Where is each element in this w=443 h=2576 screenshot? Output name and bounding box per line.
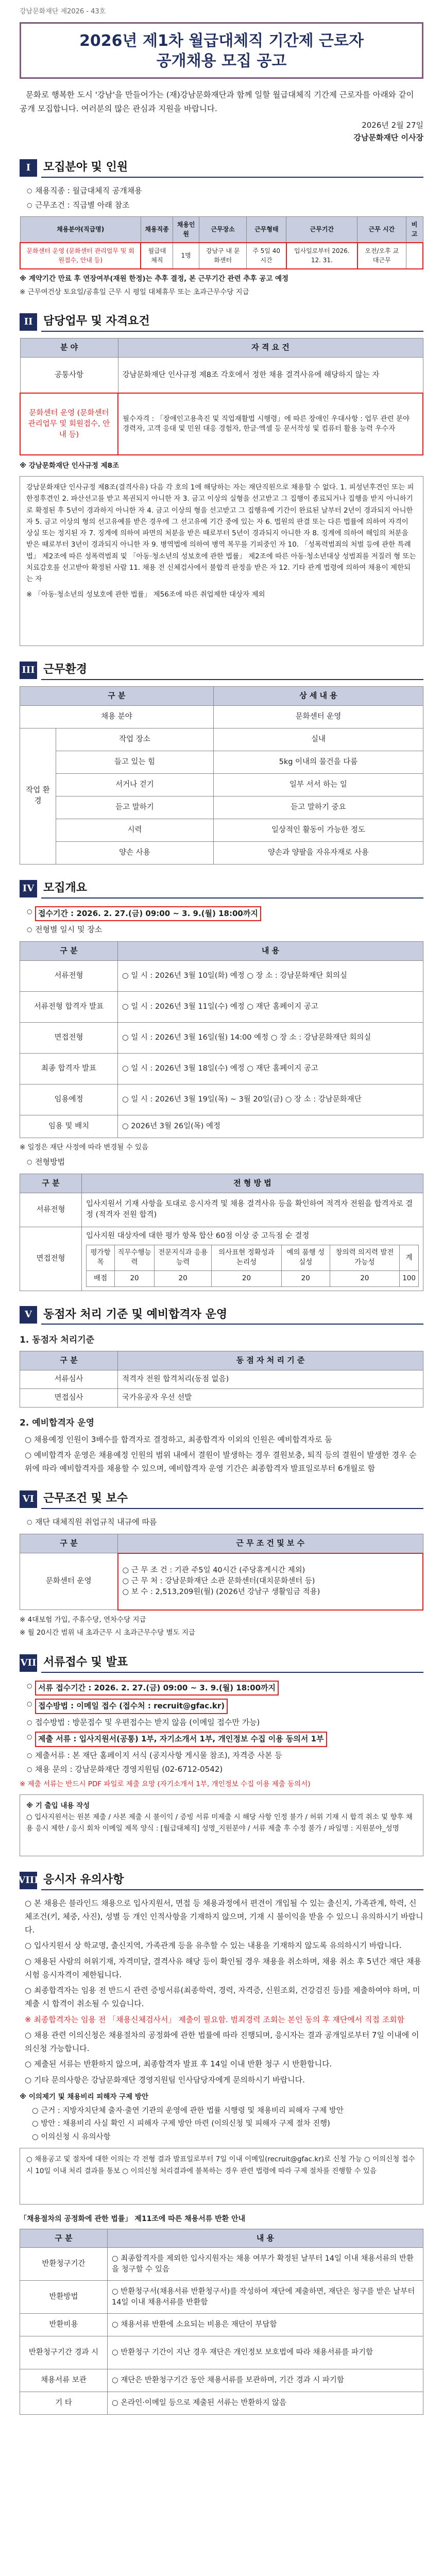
table-cell: ○ 온라인·이메일 등으로 제출된 서류는 반환하지 않음: [108, 2392, 423, 2415]
note: ※ 이의제기 및 채용비리 피해자 구제 방안: [20, 2092, 148, 2101]
bullet: ○ 방안 : 채용비리 사실 확인 시 피해자 구제 방안 마련 (이의신청 및 피해자 구제 절차 진행): [32, 2120, 330, 2128]
submit-docs: 제출 서류 : 입사지원서(공통) 1부, 자기소개서 1부, 개인정보 수집 이용 동의서 1부: [35, 1732, 327, 1747]
table-cell: 들고 있는 힘: [56, 751, 214, 773]
table-cell: ○ 재단은 반환청구기간 동안 채용서류를 보관하며, 기간 경과 시 파기함: [108, 2369, 423, 2392]
paragraph: ○ 본 채용은 블라인드 채용으로 입사지원서, 면접 등 채용과정에서 편견이 개입될 수 있는 출신지, 가족관계, 학력, 신체조건(키, 체중, 사진), 성별 등 개인 인적사항을 기재하지 않으며, 기재 시 불이익을 받을 수 있으니 유의하시기 바랍니다.: [25, 1898, 423, 1935]
score-header: 의사표현 정확성과 논리성: [212, 1245, 281, 1270]
table-cell: 월급대체직: [141, 243, 173, 269]
section-number: VI: [20, 1490, 37, 1508]
intro-text: 문화로 행복한 도시 '강남'을 만들어가는 (재)강남문화재단과 함께 일할 월급대체직 기간제 근로자를 아래와 같이 공개 모집합니다. 여러분의 많은 관심과 지원을 바랍니다.: [20, 90, 414, 113]
paragraph: ○ 입사지원서 상 학교명, 출신지역, 가족관계 등을 유추할 수 있는 내용을 기재하지 않도록 유의하시기 바랍니다.: [25, 1941, 402, 1951]
list-item: [27, 1679, 423, 1698]
score-cell: 20: [115, 1270, 155, 1286]
section-title: 모집개요: [41, 879, 423, 899]
table-header: 구 분: [20, 1534, 118, 1553]
table-cell: [82, 1227, 423, 1291]
list-item: ○ 전형별 일시 및 장소: [27, 923, 423, 937]
table-header: 동 점 자 처 리 기 준: [118, 1351, 423, 1370]
section-4-list: [27, 905, 423, 938]
table-cell: 오전/오후 교대근무: [357, 243, 406, 269]
recruit-table: [20, 216, 423, 269]
apply-period: 서류 접수기간 : 2026. 2. 27.(금) 09:00 ~ 3. 9.(월) 18:00까지: [35, 1681, 279, 1696]
score-header: 직무수행능력: [115, 1245, 155, 1270]
subheading: 2. 예비합격자 운영: [20, 1417, 95, 1428]
paragraph: ○ 채용 관련 이의신청은 채용절차의 공정화에 관한 법률에 따라 진행되며, 응시자는 결과 공개일로부터 7일 이내에 이의신청 가능합니다.: [25, 2030, 419, 2054]
table-header: 전 형 방 법: [82, 1174, 423, 1193]
table-cell: 입사지원서 기재 사항을 토대로 응시자격 및 채용 결격사유 등을 확인하여 적격자 전원을 합격자로 결정 (적격자 전원 합격): [82, 1193, 423, 1227]
score-header: 예의 품행 성실성: [281, 1245, 330, 1270]
table-header: 근무장소: [199, 217, 247, 243]
table-cell: 실내: [213, 728, 423, 751]
list-item: ○ 채용 문의 : 강남문화재단 경영지원팀 (02-6712-0542): [27, 1762, 423, 1777]
section-3-header: [20, 660, 423, 680]
table-cell: 면접전형: [20, 1227, 82, 1291]
table-cell: 시력: [56, 819, 214, 841]
table-cell: 면접심사: [20, 1388, 118, 1407]
table-cell: ○ 채용서류 반환에 소요되는 비용은 재단이 부담함: [108, 2314, 423, 2336]
section-7-header: [20, 1653, 423, 1673]
table-cell: 반환비용: [20, 2314, 108, 2336]
table-header: 근 무 조 건 및 보 수: [118, 1534, 423, 1553]
section-number: VII: [20, 1654, 37, 1672]
section-2-header: [20, 312, 423, 332]
table-cell: ○ 일 시 : 2026년 3월 18일(수) 예정 ○ 재단 홈페이지 공고: [118, 1053, 423, 1084]
box-text: ○ 입사지원서는 원본 제출 / 사본 제출 시 불이익 / 증빙 서류 미제출 시 해당 사항 인정 불가 / 허위 기재 시 합격 취소 및 향후 채용 응시 제한 / 응시 회차 이메일 제목 양식 : [월급대체직] 성명_지원분야 / 서류 제출 후 수정 불가 / 파일명 : 지원분야_성명: [26, 1813, 413, 1833]
table-header: 내 용: [118, 942, 423, 961]
table-cell: [406, 243, 423, 269]
table-cell: 채용 분야: [20, 705, 214, 728]
paragraph: ○ 채용예정 인원이 3배수를 합격자로 결정하고, 최종합격자 이외의 인원은 예비합격자로 둠: [25, 1434, 332, 1444]
table-cell: 5kg 이내의 물건을 다룸: [213, 751, 423, 773]
pay-line: ○ 보 수 : 2,513,209원(월) (2026년 강남구 생활임금 적용): [122, 1588, 320, 1597]
table-cell: 국가유공자 우선 선발: [118, 1388, 423, 1407]
section-8-header: [20, 1871, 423, 1890]
return-table: [20, 2229, 423, 2415]
table-cell: 필수자격 : 「장애인고용촉진 및 직업재활법 시행령」에 따른 장애인 우대사항 : 업무 관련 분야 경력자, 고객 응대 및 민원 대응 경험자, 한글·엑셀 등 문서작성 및 컴퓨터 활용 능력 우수자: [118, 393, 423, 455]
table-cell: 면접전형: [20, 1022, 118, 1053]
table-cell: 반환청구기간 경과 시: [20, 2336, 108, 2369]
paragraph: ○ 최종합격자는 임용 전 반드시 관련 증빙서류(최종학력, 경력, 자격증, 신원조회, 건강검진 등)를 제출하여야 하며, 미제출 시 합격이 취소될 수 있습니다.: [25, 1986, 420, 2009]
note: ※ 일정은 재단 사정에 따라 변경될 수 있음: [20, 1143, 149, 1151]
list-item: ○ 채용직종 : 월급대체직 공개채용: [27, 184, 423, 198]
table-cell: [118, 1553, 423, 1610]
table-header: 구 분: [20, 2229, 108, 2248]
table-cell: ○ 반환청구 기간이 지난 경우 재단은 개인정보 보호법에 따라 채용서류를 파기함: [108, 2336, 423, 2369]
section-title: 모집분야 및 인원: [41, 158, 423, 178]
table-cell: 문화센터 운영: [213, 705, 423, 728]
list-item: ○ 전형방법: [27, 1155, 423, 1170]
table-cell: 작업 환경: [20, 728, 56, 864]
bullet: ○ 이의신청 시 유의사항: [32, 2133, 111, 2142]
table-cell: 공통사항: [20, 357, 118, 393]
table-cell: 반환청구기간: [20, 2248, 108, 2281]
table-cell: 서거나 걷기: [56, 773, 214, 796]
table-cell: ○ 일 시 : 2026년 3월 10일(화) 예정 ○ 장 소 : 강남문화재단 회의실: [118, 960, 423, 991]
box-title: ※ 기 출입 내용 작성: [26, 1801, 90, 1810]
section-5-header: [20, 1306, 423, 1325]
table-header: 구 분: [20, 686, 214, 705]
paragraph: ○ 기타 문의사항은 강남문화재단 경영지원팀 인사담당자에게 문의하시기 바랍니다.: [25, 2075, 305, 2084]
table-cell: 기 타: [20, 2392, 108, 2415]
section-1-list: [27, 184, 423, 213]
table-cell: 서류전형 합격자 발표: [20, 991, 118, 1022]
score-cell: 100: [400, 1270, 419, 1286]
schedule-table: [20, 941, 423, 1138]
table-header: 근무형태: [247, 217, 286, 243]
table-header: 구 분: [20, 1174, 82, 1193]
announce-date: 2026년 2월 27일: [362, 121, 423, 130]
score-header: 평가항목: [87, 1245, 115, 1270]
table-cell: ○ 일 시 : 2026년 3월 11일(수) 예정 ○ 재단 홈페이지 공고: [118, 991, 423, 1022]
list-item: ○ 근무조건 : 직급별 아래 참조: [27, 198, 423, 213]
submit-box: [20, 1794, 423, 1856]
return-caption: 「채용절차의 공정화에 관한 법률」 제11조에 따른 채용서류 반환 안내: [20, 2215, 246, 2224]
section-title: 담당업무 및 자격요건: [41, 312, 423, 332]
score-header: 창의력 의지력 발전가능성: [330, 1245, 399, 1270]
table-cell: 문화센터 운영 (문화센터 관리업무 및 회원접수, 안내 등): [20, 393, 118, 455]
warning: ※ 제출 서류는 반드시 PDF 파일로 제출 요망 (자기소개서 1부, 개인정보 수집 이용 제출 동의서): [20, 1780, 311, 1789]
table-cell: 일상적인 활동이 가능한 정도: [213, 819, 423, 841]
table-header: 분 야: [20, 338, 118, 358]
table-cell: 적격자 전원 합격처리(동점 없음): [118, 1370, 423, 1388]
table-cell: 서류전형: [20, 1193, 82, 1227]
section-number: II: [20, 313, 37, 331]
table-cell: 반환방법: [20, 2281, 108, 2314]
table-cell: ○ 반환청구서(채용서류 반환청구서)를 작성하여 재단에 제출하면, 재단은 청구를 받은 날부터 14일 이내 채용서류를 반환함: [108, 2281, 423, 2314]
box-note: ※ 「아동·청소년의 성보호에 관한 법률」 제56조에 따른 취업제한 대상자 제외: [26, 590, 265, 599]
section-title: 서류접수 및 발표: [41, 1653, 423, 1673]
document-number: 강남문화재단 제2026 - 43호: [20, 8, 106, 15]
qualification-table: [20, 338, 423, 455]
table-cell: 최종 합격자 발표: [20, 1053, 118, 1084]
section-7-list: [27, 1679, 423, 1777]
section-number: III: [20, 662, 37, 679]
list-item: ○ 재단 대체직원 취업규칙 내규에 따름: [27, 1515, 423, 1530]
disqualification-box: [20, 476, 423, 646]
paragraph: ○ 채용된 사람의 허위기재, 자격미달, 결격사유 해당 등이 확인될 경우 채용을 취소하며, 채용 취소 후 5년간 재단 채용시험 응시자격이 제한됩니다.: [25, 1956, 422, 1979]
table-cell: ○ 2026년 3월 26일(목) 예정: [118, 1115, 423, 1138]
table-cell: 문화센터 운영: [20, 1553, 118, 1610]
section-number: I: [20, 159, 37, 177]
box-title: ※ 강남문화재단 인사규정 제8조: [20, 462, 120, 470]
table-header: 상 세 내 용: [213, 686, 423, 705]
section-number: VIII: [20, 1872, 37, 1889]
apply-period: 접수기간 : 2026. 2. 27.(금) 09:00 ~ 3. 9.(월) 18:00까지: [35, 906, 261, 922]
table-cell: 강남구 내 문화센터: [199, 243, 247, 269]
score-header: 계: [400, 1245, 419, 1270]
table-header: 구 분: [20, 1351, 118, 1370]
score-cell: 20: [212, 1270, 281, 1286]
environment-table: [20, 686, 423, 865]
table-cell: 1명: [173, 243, 199, 269]
table-header: 구 분: [20, 942, 118, 961]
table-cell: 임용 및 배치: [20, 1115, 118, 1138]
subheading: 1. 동점자 처리기준: [20, 1335, 95, 1346]
box-text: 강남문화재단 인사규정 제8조(결격사유) 다음 각 호의 1에 해당하는 자는 재단직원으로 채용할 수 없다. 1. 피성년후견인 또는 피한정후견인 2. 파산선고를 받고 복권되지 아니한 자 3. 금고 이상의 실형을 선고받고 그 집행이 종료되거나 집행을 받지 아니하기로 확정된 후 5년이 경과하지 아니한 자 4. 금고 이상의 형을 선고받고 그 집행유예 기간이 완료된 날부터 2년이 경과되지 아니한 자 5. 금고 이상의 형의 선고유예를 받은 경우에 그 선고유예 기간 중에 있는 자 6. 법원의 판결 또는 다른 법률에 의하여 자격이 상실 또는 정지된 자 7. 징계에 의하여 파면의 처분을 받은 때로부터 5년이 경과되지 아니한 자 8. 징계에 의하여 해임의 처분을 받은 때로부터 3년이 경과되지 아니한 자 9. 병역법에 의하여 병역 복무를 기피중인 자 10. 「성폭력범죄의 처벌 등에 관한 특례법」 제2조에 따른 성폭력범죄 및 「아동·청소년의 성보호에 관한 법률」 제2조에 따른 아동·청소년대상 성범죄를 저질러 형 또는 치료감호를 선고받아 확정된 사람 11. 채용 전 신체검사에서 불합격 판정을 받은 자 12. 기타 관계 법령에 의하여 채용이 제한되는 자: [26, 483, 416, 584]
objection-box: ○ 채용공고 및 절차에 대한 이의는 각 전형 결과 발표일로부터 7일 이내 이메일(recruit@gfac.kr)로 신청 가능 ○ 이의신청 접수 시 10일 이내 처리 결과를 통보 ○ 이의신청 처리결과에 불복하는 경우 관련 법령에 따라 구제 절차를 진행할 수 있음: [20, 2148, 423, 2205]
title-line-2: 공개채용 모집 공고: [156, 52, 287, 70]
table-header: 내 용: [108, 2229, 423, 2248]
table-header: 근무기간: [286, 217, 357, 243]
score-table: [86, 1245, 419, 1287]
red-notice: ※ 최종합격자는 임용 전 「채용신체검사서」 제출이 필요함. 범죄경력 조회는 본인 동의 후 재단에서 직접 조회함: [25, 2014, 405, 2024]
note: ※ 계약기간 만료 후 연장여부(재원 한정)는 추후 결정, 본 근무기간 관련 추후 공고 예정: [20, 275, 289, 283]
apply-method: 접수방법 : 이메일 접수 (접수처 : recruit@gfac.kr): [35, 1699, 228, 1714]
score-cell: 20: [154, 1270, 211, 1286]
table-cell: 듣고 말하기: [56, 796, 214, 819]
table-cell: ○ 일 시 : 2026년 3월 19일(목) ~ 3월 20일(금) ○ 장 소 : 강남문화재단: [118, 1084, 423, 1115]
table-header: 자 격 요 건: [118, 338, 423, 358]
score-header: 전문지식과 응용능력: [154, 1245, 211, 1270]
table-header: 채용분야(직급명): [20, 217, 141, 243]
list-item: [27, 1697, 423, 1716]
note: ※ 4대보험 가입, 주휴수당, 연차수당 지급: [20, 1615, 146, 1624]
tie-table: [20, 1351, 423, 1408]
table-cell: ○ 최종합격자를 제외한 입사지원자는 채용 여부가 확정된 날부터 14일 이내 채용서류의 반환을 청구할 수 있음: [108, 2248, 423, 2281]
table-cell: 서류심사: [20, 1370, 118, 1388]
score-cell: 배점: [87, 1270, 115, 1286]
list-item: ○ 접수방법 : 방문접수 및 우편접수는 받지 않음 (이메일 접수만 가능): [27, 1716, 423, 1730]
list-item: [27, 905, 423, 923]
paragraph: ○ 예비합격자 운영은 채용예정 인원의 범위 내에서 결원이 발생하는 경우 결원보충, 퇴직 등의 결원이 발생한 경우 순위에 따라 예비합격자를 채용할 수 있으며, 예비합격자 운영 기간은 최종합격자 발표일로부터 6개월로 함: [25, 1450, 417, 1473]
table-header: 채용인원: [173, 217, 199, 243]
table-header: 채용직종: [141, 217, 173, 243]
table-cell: 듣고 말하기 중요: [213, 796, 423, 819]
table-cell: 입사일로부터 2026. 12. 31.: [286, 243, 357, 269]
section-number: V: [20, 1306, 37, 1324]
note: ※ 근무여건상 토요일/공휴일 근무 시 평일 대체휴무 또는 초과근무수당 지급: [20, 287, 249, 296]
table-header: 비고: [406, 217, 423, 243]
section-title: 응시자 유의사항: [41, 1871, 423, 1890]
table-cell: ○ 일 시 : 2026년 3월 16일(월) 14:00 예정 ○ 장 소 : 강남문화재단 회의실: [118, 1022, 423, 1053]
table-cell: 양손과 양팔을 자유자재로 사용: [213, 841, 423, 864]
list-item: [27, 1730, 423, 1749]
paragraph: ○ 제출된 서류는 반환하지 않으며, 최종합격자 발표 후 14일 이내 반환 청구 시 반환합니다.: [25, 2059, 332, 2069]
list-item: ○ 제출서류 : 본 재단 홈페이지 서식 (공지사항 게시물 참조), 자격증 사본 등: [27, 1749, 423, 1763]
section-number: IV: [20, 880, 37, 897]
title-box: [20, 22, 423, 79]
table-cell: 작업 장소: [56, 728, 214, 751]
note: ※ 월 20시간 범위 내 초과근무 시 초과근무수당 별도 지급: [20, 1629, 195, 1637]
table-cell: 임용예정: [20, 1084, 118, 1115]
score-cell: 20: [330, 1270, 399, 1286]
bullet: ○ 근거 : 지방자치단체 출자·출연 기관의 운영에 관한 법률 시행령 및 채용비리 피해자 구제 방안: [32, 2106, 344, 2115]
table-cell: 서류전형: [20, 960, 118, 991]
section-title: 근무환경: [41, 660, 423, 680]
date-block: [20, 119, 423, 144]
pay-line: ○ 근 무 처 : 강남문화재단 소관 문화센터(대치문화센터 등): [122, 1577, 315, 1586]
section-6-list: [27, 1515, 423, 1530]
section-6-header: [20, 1489, 423, 1509]
announce-org: 강남문화재단 이사장: [353, 133, 423, 143]
pay-line: ○ 근 무 조 건 : 기관 주5일 40시간 (주당휴게시간 제외): [122, 1566, 305, 1575]
table-cell: 주 5일 40시간: [247, 243, 286, 269]
section-1-header: [20, 158, 423, 178]
table-cell: 문화센터 운영 (문화센터 관리업무 및 회원접수, 안내 등): [20, 243, 141, 269]
score-cell: 20: [281, 1270, 330, 1286]
title-line-1: 2026년 제1차 월급대체직 기간제 근로자: [79, 31, 364, 50]
table-cell: 양손 사용: [56, 841, 214, 864]
table-cell: 채용서류 보관: [20, 2369, 108, 2392]
section-4-header: [20, 879, 423, 899]
pay-table: [20, 1534, 423, 1611]
section-title: 근무조건 및 보수: [41, 1489, 423, 1509]
section-4-list-2: [27, 1155, 423, 1170]
interview-text: 입사지원 대상자에 대한 평가 항목 합산 60점 이상 중 고득점 순 결정: [86, 1231, 310, 1240]
table-cell: 일부 서서 하는 일: [213, 773, 423, 796]
table-cell: 강남문화재단 인사규정 제8조 각호에서 정한 채용 결격사유에 해당하지 않는 자: [118, 357, 423, 393]
section-title: 동점자 처리 기준 및 예비합격자 운영: [41, 1306, 423, 1325]
method-table: [20, 1174, 423, 1291]
table-header: 근무 시간: [357, 217, 406, 243]
